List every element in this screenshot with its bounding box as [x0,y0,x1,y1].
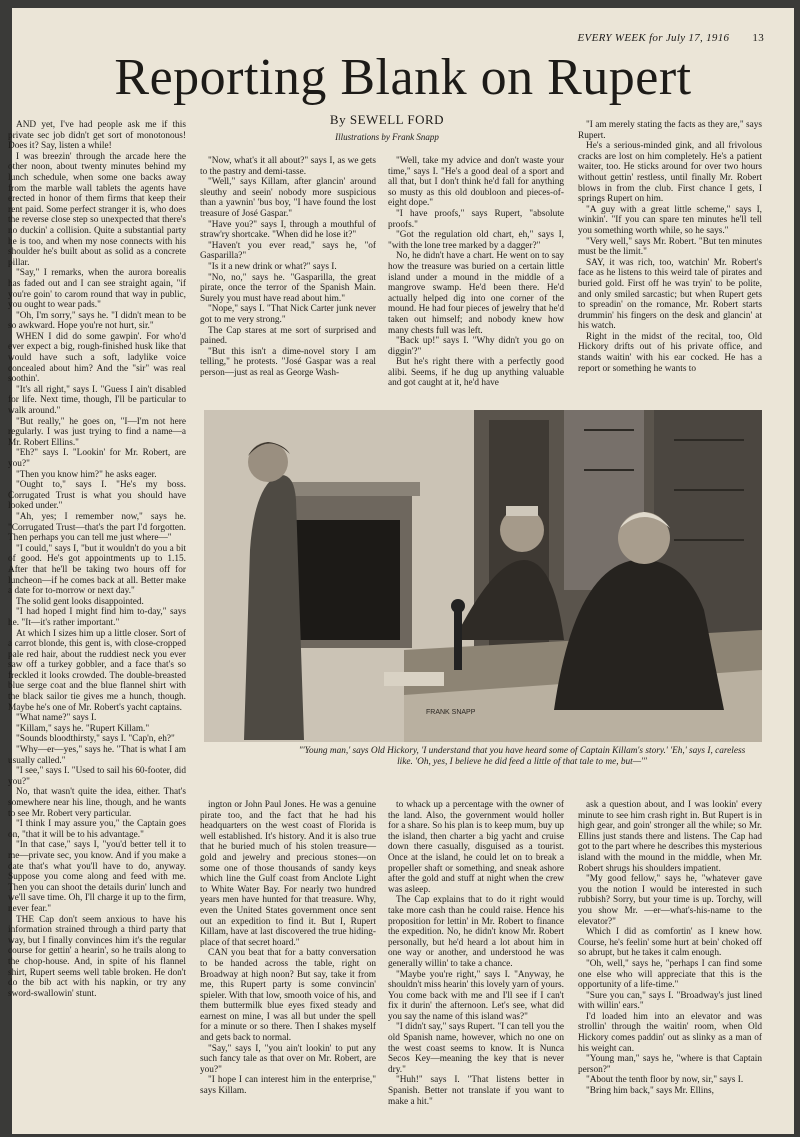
paragraph: No, that wasn't quite the idea, either. That's somewhere near his line, though, and he wants to see Mr. Robert very particular. [8,787,186,819]
text-column-1 [8,120,186,1130]
artist-signature: FRANK SNAPP [426,709,476,716]
paragraph: "But really," he goes on, "I—I'm not here regularly. I was just trying to find a name—a Mr. Robert Ellins." [8,416,186,448]
text-column-3-bottom [388,800,564,1130]
paragraph: to whack up a percentage with the owner of the land. Also, the government would holler for a share. So his plan is to keep mum, buy up the island, then charter a big yacht and cruise down there casually, disguised as a tourist. Once at the island, he could let on to break a propeller shaft or something, and sneak ashore after the gold and stuff at night when the crew was asleep. [388,800,564,895]
paragraph: "Eh?" says I. "Lookin' for Mr. Robert, are you?" [8,448,186,469]
paragraph: "Well, take my advice and don't waste your time," says I. "He's a good deal of a sport and all that, but I don't think he'd fall for anything so musty as this old doubloon and pieces-of-eight dope." [388,156,564,209]
paragraph: "It's all right," says I. "Guess I ain't disabled for life. Next time, though, I'll be particular to walk around." [8,384,186,417]
paragraph: SAY, it was rich, too, watchin' Mr. Robert's face as he listens to this weird tale of pirates and buried gold. First off he was tryin' to be polite, and only smiled sarcastic; but when Rupert gets to spreadin' on the romance, Mr. Robert starts drummin' his fingers on the desk and glancin' at his watch. [578,257,762,332]
paragraph: "Bring him back," says Mr. Ellins, [586,1086,714,1097]
paragraph: "I didn't say," says Rupert. "I can tell you the old Spanish name, however, which no one on the west coast seems to know. It is Nunca Secos Key—meaning the key that is never dry." [388,1022,564,1075]
paragraph: "Sure you can," says I. "Broadway's just lined with willin' ears." [578,990,762,1012]
text-column-2-top [200,156,376,406]
illustration-caption: "'Young man,' says Old Hickory, 'I understand that you have heard some of Captain Killam's story.' 'Eh,' says I, careless like. 'Oh, yes, I believe he did feed a little of that tale to me, but—'" [298,746,746,767]
paragraph: "Ought to," says I. "He's my boss. Corrugated Trust is what you should have looked under." [8,480,186,512]
paragraph: WHEN I did do some gawpin'. For who'd ever expect a big, rough-finished husk like that would have such a soft, ladylike voice concealed about him? And the "sir" was real soothin'. [8,331,186,385]
paragraph: But he's right there with a perfectly good alibi. Seems, if he dug up anything valuable and got caught at it, he'd have [388,357,564,389]
paragraph: "Huh!" says I. "That listens better in Spanish. Better not translate if you want to make a hit." [388,1075,564,1107]
paragraph: The solid gent looks disappointed. [16,596,144,607]
paragraph: ask a question about, and I was lookin' every minute to see him crash right in. But Rupert is in high gear, and goin' stronger all the while; so Mr. Ellins just stands there and listens. The Cap had got to the part where he describes this mysterious island with the mound in the middle, when Mr. Robert shrugs his shoulders impatient. [578,800,762,874]
paragraph: "I hope I can interest him in the enterprise," says Killam. [200,1075,376,1097]
paragraph: The Cap stares at me sort of surprised and pained. [200,325,376,347]
paragraph: "Then you know him?" he asks eager. [16,469,157,480]
paragraph: "Say," I remarks, when the aurora borealis has faded out and I can see straight again, "if you're goin' to carom round that way in public, you ought to wear pads." [8,268,186,311]
paragraph: "I think I may assure you," the Captain goes on, "that it will be to his advantage." [8,819,186,840]
illustration-credit: Illustrations by Frank Snapp [335,132,439,142]
paragraph: No, he didn't have a chart. He went on to say how the treasure was buried on a certain little island under a mound in the middle of a mangrove swamp. He'd been there. He'd actually helped dig into one corner of the mound. He had four pieces of jewelry that he'd taken out himself; and nobody knew how many chests full was left. [388,251,564,336]
paragraph: "Maybe you're right," says I. "Anyway, he shouldn't miss hearin' this lovely yarn of yours. You come back with me and I'll see if I can't fix it durin' the afternoon. Let's see, what did you say the name of this island was?" [388,969,564,1022]
text-column-2-bottom [200,800,376,1130]
byline: By SEWELL FORD [329,112,445,127]
paragraph: Right in the midst of the recital, too, Old Hickory drifts out of his private office, and stands waitin' with his ear cocked. He has a report or something he wants to [578,331,762,374]
paragraph: "My good fellow," says he, "whatever gave you the notion I would be interested in such rubbish? Sorry, but your time is up. Torchy, will you show Mr. —er—what's-his-name to the elevator?" [578,874,762,927]
paragraph: "Have you?" says I, through a mouthful of straw'ry shortcake. "When did he lose it?" [200,219,376,241]
paragraph: "I have proofs," says Rupert, "absolute proofs." [388,208,564,230]
paragraph: "But this isn't a dime-novel story I am telling," he protests. "José Gaspar was a real person—just as real as George Wash- [200,346,376,378]
paragraph: "Now, what's it all about?" says I, as we gets to the pastry and demi-tasse. [200,156,376,177]
paragraph: "What name?" says I. [16,713,97,724]
paragraph: Which I did as comfortin' as I knew how. Course, he's feelin' some hurt at bein' choked off so abrupt, but he takes it calm enough. [578,927,762,959]
paragraph: "Sounds bloodthirsty," says I. "Cap'n, eh?" [16,734,175,745]
paragraph: "No, no," says he. "Gasparilla, the great pirate, once the terror of the Spanish Main. Surely you must have read about him." [200,272,376,304]
paragraph: He's a serious-minded gink, and all frivolous cracks are lost on him completely. He's a patient waiter, too. He sticks around for over two hours without gettin' restless, until finally Mr. Robert blows in from the club. First chance I gets, I springs Rupert on him. [578,141,762,205]
paragraph: "I had hoped I might find him to-day," says he. "It—it's rather important." [8,607,186,628]
magazine-page [8,8,794,1134]
paragraph: "Very well," says Mr. Robert. "But ten minutes must be the limit." [578,236,762,258]
text-column-4-bottom [578,800,762,1130]
paragraph: "Is it a new drink or what?" says I. [208,261,337,272]
paragraph: ington or John Paul Jones. He was a genuine pirate too, and the fact that he had his headquarters on the west coast of Florida is well established. It's history. And it is also true that he buried much of his stolen treasure—gold and jewelry and precious stones—on some one of those thousands of sandy keys which line the Gulf coast from Anclote Light to White Water Bay. For nearly two hundred years men have hunted for that treasure. Why, even the United States government once sent out an expedition to find it. But I, Rupert Killam, have at last discovered the true hiding-place of that secret hoard." [200,800,376,948]
text-column-3-top [388,156,564,406]
page-number: 13 [752,32,764,44]
paragraph: "A guy with a great little scheme," says I, winkin'. "If you can spare ten minutes he'll tell you something worth while, so he says." [578,204,762,236]
paragraph: "Killam," says he. "Rupert Killam." [16,723,150,734]
paragraph: I was breezin' through the arcade here the other noon, about twenty minutes behind my lunch schedule, when some one backs away from the marble wall tablets the agents have erected in honor of them firms that keep their rent paid. Some perfect stranger it is, who does the reverse close step so unexpected that there's no duckin' a collision. Quite a substantial party he is too, and when my nose connects with his shoulder he's built about as solid as a concrete pillar. [8,151,186,268]
paragraph: AND yet, I've had people ask me if this private sec job didn't get sort of monotonous! Does it? Say, listen a while! [8,120,186,152]
paragraph: "About the tenth floor by now, sir," says I. [586,1075,744,1086]
paragraph: "I am merely stating the facts as they are," says Rupert. [578,120,762,141]
paragraph: "Ah, yes; I remember now," says he. "Corrugated Trust—that's the part I'd forgotten. Then perhaps you can tell me just where—" [8,511,186,544]
paragraph: "Why—er—yes," says he. "That is what I am usually called." [8,745,186,766]
article-title: Reporting Blank on Rupert [114,49,692,106]
paragraph: "Say," says I, "you ain't lookin' to put any such fancy tale as that over on Mr. Robert, are you?" [200,1043,376,1075]
running-head [578,32,764,44]
paragraph: CAN you beat that for a batty conversation to be handed across the table, right on Broadway at high noon? But say, take it from me, this Rupert party is some convincin' spieler. With that low, smooth voice of his, and them buttermilk blue eyes fixed steady and earnest on mine, I was all but under the spell for a minute or so there. Then I shakes myself and gets back to normal. [200,948,376,1044]
paragraph: "Oh, well," says he, "perhaps I can find some one else who will appreciate that this is the opportunity of a life-time." [578,958,762,991]
illustration [204,410,762,742]
paragraph: "I could," says I, "but it wouldn't do you a bit of good. He's got appointments up to 1.15. After that he'll be taking two hours off for luncheon—if he comes back at all. Better make a date for to-morrow or next day." [8,543,186,597]
paragraph: "Young man," says he, "where is that Captain person?" [578,1054,762,1075]
paragraph: "Well," says Killam, after glancin' around sleuthy and seein' nobody more suspicious than a yawnin' 'bus boy, "I have found the lost treasure of José Gaspar." [200,177,376,219]
paragraph: "Nope," says I. "That Nick Carter junk never got to me very strong." [200,304,376,325]
paragraph: I'd loaded him into an elevator and was strollin' through the waitin' room, when Old Hickory comes paddin' out as slinky as a man of his weight can. [578,1011,762,1054]
paragraph: "Haven't you ever read," says he, "of Gasparilla?" [200,240,376,262]
paragraph: The Cap explains that to do it right would take more cash than he could raise. Hence his proposition for lettin' in Mr. Robert to finance the expedition. No, he didn't know Mr. Robert personally, but he'd heard a lot about him in one way or another, and understood he was generally willin' to take a chance. [388,895,564,969]
paragraph: "In that case," says I, "you'd better tell it to me—private sec, you know. And if you make a date that's what you'll have to do, anyway. Suppose you come along and feed with me. Then you can shoot the details durin' lunch and we'll save time. Oh, I'll charge it up to the firm, never fear." [8,840,186,914]
illustration-scene [204,410,762,742]
running-head-text: EVERY WEEK for July 17, 1916 [577,32,730,44]
paragraph: THE Cap don't seem anxious to have his information strained through a third party that way, but I finally convinces him it's the regular course for gettin' a hearin', so he trails along to the chop-house. And, in spite of his flannel shirt, Rupert seems well table broken. He don't do the bib act with his napkin, or try any sword-swallowin' stunt. [8,914,186,999]
paragraph: "Oh, I'm sorry," says he. "I didn't mean to be so awkward. Hope you're not hurt, sir." [8,310,186,332]
paragraph: "I see," says I. "Used to sail his 60-footer, did you?" [8,766,186,787]
text-column-4-top [578,120,762,406]
paragraph: "Got the regulation old chart, eh," says I, "with the lone tree marked by a dagger?" [388,230,564,251]
paragraph: At which I sizes him up a little closer. Sort of a carrot blonde, this gent is, with close-cropped pale red hair, about the ruddiest neck you ever saw off a turkey gobbler, and a face that's so freckled it looks crowded. The double-breasted blue serge coat and the blue flannel shirt with the black sailor tie gives me a hunch, though. Maybe he's one of Mr. Robert's yacht captains. [8,628,186,713]
paragraph: "Back up!" says I. "Why didn't you go on diggin'?" [388,336,564,357]
